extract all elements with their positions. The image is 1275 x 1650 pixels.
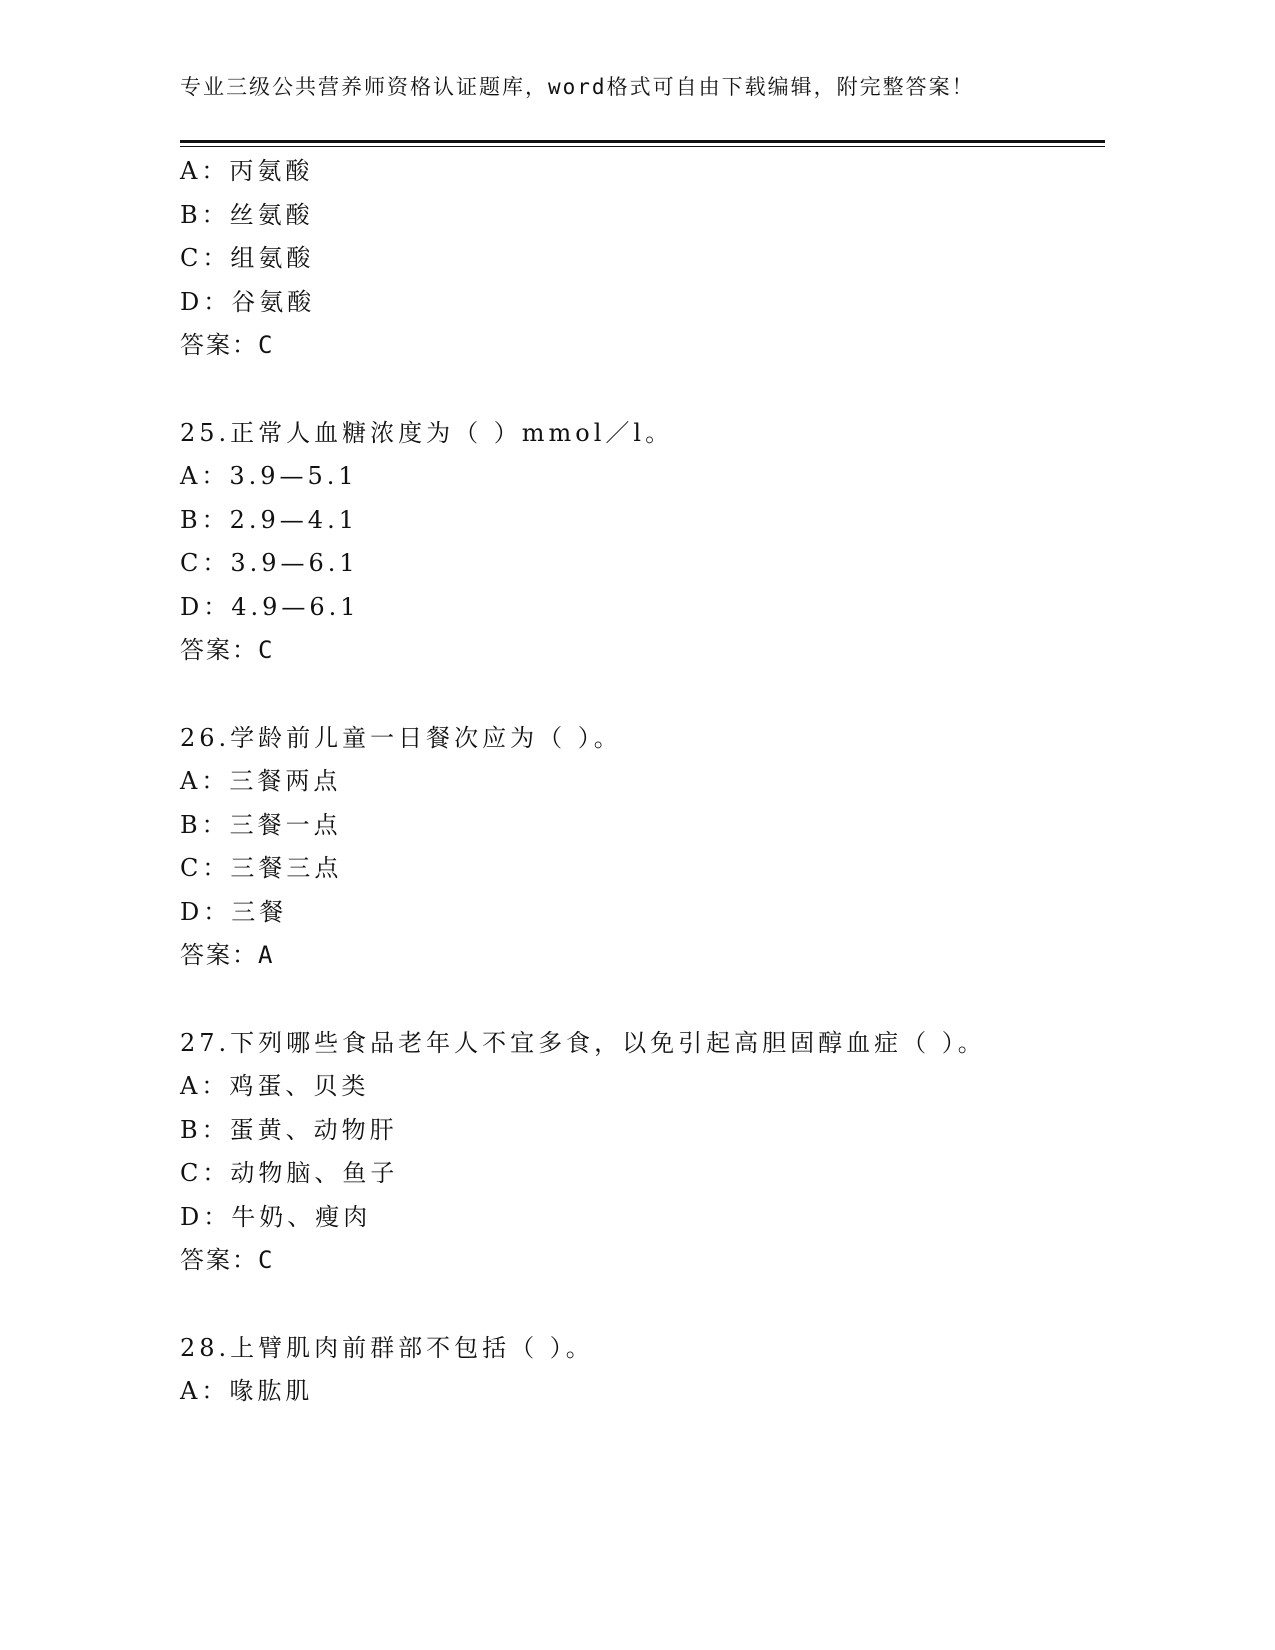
question-stem: 28.上臂肌肉前群部不包括（ ）。 bbox=[180, 1333, 594, 1362]
option-c: C：动物脑、鱼子 bbox=[180, 1159, 399, 1187]
question-27 bbox=[180, 1022, 1105, 1283]
option-a: A：3.9—5.1 bbox=[180, 462, 358, 490]
page-header: 专业三级公共营养师资格认证题库，word格式可自由下载编辑，附完整答案！ bbox=[180, 75, 975, 99]
question-25 bbox=[180, 412, 1105, 673]
option-a: A：鸡蛋、贝类 bbox=[180, 1072, 370, 1100]
question-24-continued bbox=[180, 150, 1105, 368]
question-26 bbox=[180, 717, 1105, 978]
question-stem: 27.下列哪些食品老年人不宜多食，以免引起高胆固醇血症（ ）。 bbox=[180, 1028, 986, 1057]
header-rule-thin bbox=[180, 146, 1105, 147]
option-d: D：4.9—6.1 bbox=[180, 592, 360, 621]
answer-line: 答案：C bbox=[180, 636, 275, 664]
answer-line: 答案：C bbox=[180, 1246, 275, 1274]
option-c: C：3.9—6.1 bbox=[180, 549, 359, 577]
option-a: A：三餐两点 bbox=[180, 767, 342, 795]
question-28 bbox=[180, 1327, 1105, 1414]
question-stem: 26.学龄前儿童一日餐次应为（ ）。 bbox=[180, 723, 622, 752]
question-list bbox=[180, 150, 1105, 1414]
option-c: C：三餐三点 bbox=[180, 854, 343, 882]
option-d: D：三餐 bbox=[180, 897, 288, 926]
header-rule-thick bbox=[180, 140, 1105, 143]
option-d: D：谷氨酸 bbox=[180, 287, 316, 316]
option-a: A：喙肱肌 bbox=[180, 1377, 314, 1405]
option-c: C：组氨酸 bbox=[180, 244, 315, 272]
answer-line: 答案：C bbox=[180, 331, 275, 359]
option-a: A：丙氨酸 bbox=[180, 157, 314, 185]
option-b: B：三餐一点 bbox=[180, 810, 342, 839]
option-b: B：丝氨酸 bbox=[180, 200, 314, 229]
answer-line: 答案：A bbox=[180, 941, 275, 969]
option-d: D：牛奶、瘦肉 bbox=[180, 1202, 372, 1231]
question-stem: 25.正常人血糖浓度为（ ）mmol／l。 bbox=[180, 418, 674, 447]
option-b: B：2.9—4.1 bbox=[180, 505, 358, 534]
option-b: B：蛋黄、动物肝 bbox=[180, 1115, 398, 1144]
